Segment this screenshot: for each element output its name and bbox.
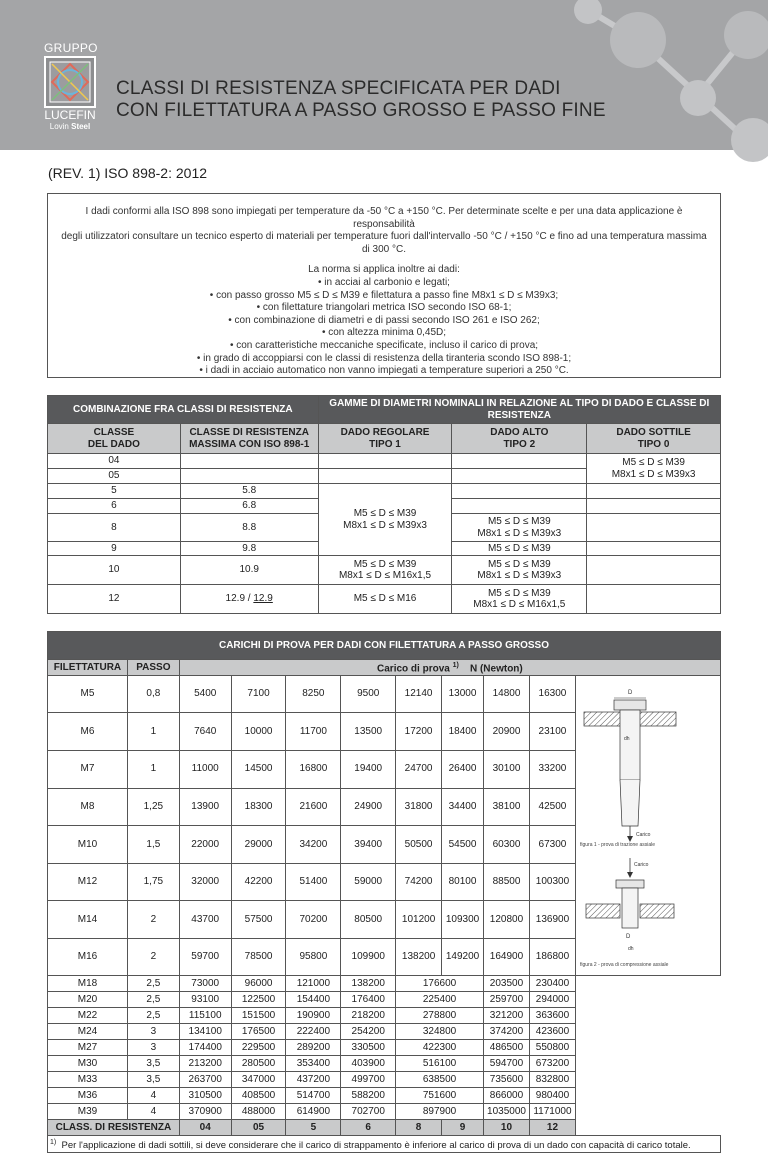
pitch-cell: 4 (127, 1088, 179, 1104)
load-cell: 230400 (529, 976, 575, 992)
load-cell: 13500 (341, 713, 396, 751)
max-class-underlined: 12.9 (253, 593, 273, 605)
pitch-cell: 2,5 (127, 992, 179, 1008)
load-cell: 42200 (231, 863, 286, 901)
pitch-cell: 3,5 (127, 1072, 179, 1088)
load-cell: 43700 (179, 901, 231, 939)
thread-cell: M7 (48, 750, 128, 788)
col-label: TIPO 2 (503, 438, 536, 450)
load-cell: 488000 (231, 1104, 286, 1120)
max-class-cell (180, 454, 318, 469)
intro-bullet-list (58, 277, 710, 378)
footnote-sup: 1) (50, 1139, 57, 1146)
load-cell: 95800 (286, 938, 341, 976)
load-cell: 134100 (179, 1024, 231, 1040)
class-cell: 9 (48, 542, 181, 556)
load-cell: 80100 (442, 863, 484, 901)
table-row (48, 1008, 721, 1024)
load-cell: 218200 (341, 1008, 396, 1024)
load-cell: 751600 (396, 1088, 484, 1104)
bullet-item: • con combinazione di diametri e di passi secondo ISO 261 e ISO 262; (228, 314, 540, 326)
pitch-cell: 1,75 (127, 863, 179, 901)
load-cell: 363600 (529, 1008, 575, 1024)
pitch-cell: 1 (127, 750, 179, 788)
load-cell: 109300 (442, 901, 484, 939)
pitch-cell: 1 (127, 713, 179, 751)
load-cell: 70200 (286, 901, 341, 939)
logo-bottom-text: LUCEFIN (44, 108, 96, 122)
foot-class: 5 (286, 1120, 341, 1136)
thread-cell: M8 (48, 788, 128, 826)
table1-col-max-class (180, 424, 318, 454)
load-cell: 9500 (341, 675, 396, 713)
load-cell: 109900 (341, 938, 396, 976)
regular-cell: M5 ≤ D ≤ M16 (318, 585, 452, 614)
load-cell: 176500 (231, 1024, 286, 1040)
logo-top-text: GRUPPO (44, 41, 98, 55)
logo-sub-text (44, 122, 96, 132)
load-cell: 7640 (179, 713, 231, 751)
load-cell: 67300 (529, 826, 575, 864)
load-cell: 23100 (529, 713, 575, 751)
thread-cell: M39 (48, 1104, 128, 1120)
class-cell: 5 (48, 484, 181, 499)
range-text: M5 ≤ D ≤ M39 (353, 558, 417, 570)
load-cell: 263700 (179, 1072, 231, 1088)
load-cell: 34400 (442, 788, 484, 826)
load-cell: 353400 (286, 1056, 341, 1072)
load-cell: 347000 (231, 1072, 286, 1088)
thread-cell: M22 (48, 1008, 128, 1024)
fig-load-label: Carico (636, 831, 651, 838)
thread-cell: M36 (48, 1088, 128, 1104)
load-cell: 5400 (179, 675, 231, 713)
pitch-cell: 1,5 (127, 826, 179, 864)
load-cell: 78500 (231, 938, 286, 976)
load-label: Carico di prova (377, 663, 450, 675)
high-cell (452, 469, 587, 484)
load-cell: 38100 (484, 788, 530, 826)
load-sup: 1) (452, 662, 459, 669)
load-cell: 138200 (396, 938, 442, 976)
thread-cell: M14 (48, 901, 128, 939)
load-cell: 408500 (231, 1088, 286, 1104)
load-cell: 11000 (179, 750, 231, 788)
high-cell (452, 499, 587, 514)
load-cell: 673200 (529, 1056, 575, 1072)
pitch-cell: 4 (127, 1104, 179, 1120)
regular-cell (318, 469, 452, 484)
load-cell: 499700 (341, 1072, 396, 1088)
table-row (48, 1104, 721, 1120)
table2-col-thread: FILETTATURA (48, 660, 128, 676)
load-cell: 13900 (179, 788, 231, 826)
pitch-cell: 2 (127, 901, 179, 939)
molecule-decoration (468, 0, 768, 150)
load-cell: 638500 (396, 1072, 484, 1088)
fig1-caption: figura 1 - prova di trazione assiale (580, 841, 656, 848)
regular-cell (318, 556, 452, 585)
load-cell: 29000 (231, 826, 286, 864)
load-cell: 486500 (484, 1040, 530, 1056)
table1-col-regular (318, 424, 452, 454)
footnote-text: Per l'applicazione di dadi sottili, si deve considerare che il carico di strappamento è inferiore al carico di prova di un dado con capacità di carico totale. (61, 1140, 691, 1152)
pitch-cell: 2,5 (127, 1008, 179, 1024)
bullet-item: • con passo grosso M5 ≤ D ≤ M39 e filettatura a passo fine M8x1 ≤ D ≤ M39x3; (209, 289, 559, 301)
bullet-item: • in acciai al carbonio e legati; (318, 276, 450, 288)
load-cell: 289200 (286, 1040, 341, 1056)
fig1-d-label: D (628, 689, 633, 696)
thread-cell: M24 (48, 1024, 128, 1040)
load-cell: 74200 (396, 863, 442, 901)
load-cell: 26400 (442, 750, 484, 788)
foot-class: 10 (484, 1120, 530, 1136)
load-unit: N (Newton) (469, 663, 523, 675)
load-cell: 897900 (396, 1104, 484, 1120)
load-cell: 516100 (396, 1056, 484, 1072)
max-class-cell (180, 585, 318, 614)
strength-class-combination-table (47, 395, 721, 614)
load-cell: 32000 (179, 863, 231, 901)
company-logo (44, 42, 96, 132)
max-class-cell: 10.9 (180, 556, 318, 585)
high-cell (452, 556, 587, 585)
regular-cell (318, 484, 452, 556)
load-cell: 50500 (396, 826, 442, 864)
fig2-load-label: Carico (634, 861, 649, 868)
load-cell: 80500 (341, 901, 396, 939)
high-cell (452, 514, 587, 542)
fig1-dh-label: dh (624, 735, 631, 742)
footnote (48, 1136, 721, 1153)
load-cell: 832800 (529, 1072, 575, 1088)
range-text: M8x1 ≤ D ≤ M39x3 (477, 570, 562, 581)
fig2-caption: figura 2 - prova di compressione assiale (580, 961, 669, 968)
thin-cell (587, 585, 721, 614)
load-cell: 149200 (442, 938, 484, 976)
load-cell: 19400 (341, 750, 396, 788)
col-label: CLASSE (93, 427, 135, 438)
load-cell: 151500 (231, 1008, 286, 1024)
table-row (48, 976, 721, 992)
pitch-cell: 2 (127, 938, 179, 976)
fig2-dh-label: dh (628, 945, 635, 952)
col-label: CLASSE DI RESISTENZA (189, 427, 309, 438)
load-cell: 60300 (484, 826, 530, 864)
thread-cell: M16 (48, 938, 128, 976)
intro-box (47, 193, 721, 378)
table-row (48, 992, 721, 1008)
class-cell: 8 (48, 514, 181, 542)
table-row (48, 1088, 721, 1104)
load-cell: 93100 (179, 992, 231, 1008)
thin-cell (587, 514, 721, 542)
load-cell: 136900 (529, 901, 575, 939)
load-cell: 12140 (396, 675, 442, 713)
load-cell: 17200 (396, 713, 442, 751)
load-cell: 423600 (529, 1024, 575, 1040)
load-cell: 735600 (484, 1072, 530, 1088)
logo-sub-b: Steel (71, 122, 91, 131)
intro-lead (58, 206, 710, 256)
max-class-cell: 6.8 (180, 499, 318, 514)
table1-col-class (48, 424, 181, 454)
table2-col-pitch: PASSO (127, 660, 179, 676)
load-cell: 278800 (396, 1008, 484, 1024)
thin-cell (587, 484, 721, 499)
title-line-2: CON FILETTATURA A PASSO GROSSO E PASSO FINE (116, 100, 606, 121)
table2-col-load (179, 660, 720, 676)
table-row (48, 1040, 721, 1056)
load-cell: 14800 (484, 675, 530, 713)
table-row (48, 1024, 721, 1040)
foot-label: CLASS. DI RESISTENZA (48, 1120, 180, 1136)
load-cell: 186800 (529, 938, 575, 976)
load-cell: 190900 (286, 1008, 341, 1024)
table-row (48, 1072, 721, 1088)
load-cell: 121000 (286, 976, 341, 992)
thread-cell: M30 (48, 1056, 128, 1072)
load-cell: 18400 (442, 713, 484, 751)
load-cell: 7100 (231, 675, 286, 713)
load-cell: 21600 (286, 788, 341, 826)
load-cell: 122500 (231, 992, 286, 1008)
load-cell: 229500 (231, 1040, 286, 1056)
thread-cell: M27 (48, 1040, 128, 1056)
load-cell: 294000 (529, 992, 575, 1008)
load-cell: 24700 (396, 750, 442, 788)
load-cell: 51400 (286, 863, 341, 901)
range-text: M5 ≤ D ≤ M39 (487, 558, 551, 570)
table2-title: CARICHI DI PROVA PER DADI CON FILETTATURA A PASSO GROSSO (48, 632, 721, 660)
table-row (48, 675, 721, 713)
max-class-cell: 8.8 (180, 514, 318, 542)
load-cell: 73000 (179, 976, 231, 992)
thin-cell (587, 499, 721, 514)
load-cell: 59700 (179, 938, 231, 976)
logo-sub-a: Lovin (49, 122, 69, 131)
load-cell: 374200 (484, 1024, 530, 1040)
load-cell: 100300 (529, 863, 575, 901)
load-cell: 176600 (396, 976, 484, 992)
load-cell: 176400 (341, 992, 396, 1008)
load-cell: 39400 (341, 826, 396, 864)
load-cell: 30100 (484, 750, 530, 788)
load-cell: 31800 (396, 788, 442, 826)
thread-cell: M6 (48, 713, 128, 751)
foot-class: 12 (529, 1120, 575, 1136)
load-cell: 22000 (179, 826, 231, 864)
load-cell: 154400 (286, 992, 341, 1008)
max-class-text: 12.9 (225, 593, 246, 605)
load-cell: 980400 (529, 1088, 575, 1104)
max-class-cell: 5.8 (180, 484, 318, 499)
foot-class: 05 (231, 1120, 286, 1136)
range-text: M8x1 ≤ D ≤ M39x3 (343, 519, 427, 531)
load-cell: 174400 (179, 1040, 231, 1056)
thin-cell (587, 556, 721, 585)
pitch-cell: 0,8 (127, 675, 179, 713)
load-cell: 88500 (484, 863, 530, 901)
load-cell: 14500 (231, 750, 286, 788)
load-cell: 34200 (286, 826, 341, 864)
foot-class: 8 (396, 1120, 442, 1136)
bullet-item: • i dadi in acciaio automatico non vanno impiegati a temperature superiori a 250 °C. (199, 365, 569, 377)
foot-class: 9 (442, 1120, 484, 1136)
load-cell: 259700 (484, 992, 530, 1008)
load-cell: 403900 (341, 1056, 396, 1072)
thread-cell: M12 (48, 863, 128, 901)
load-cell: 203500 (484, 976, 530, 992)
load-cell: 120800 (484, 901, 530, 939)
load-cell: 1171000 (529, 1104, 575, 1120)
load-cell: 115100 (179, 1008, 231, 1024)
pitch-cell: 3 (127, 1024, 179, 1040)
bullet-item: • con filettature triangolari metrica ISO secondo ISO 68-1; (256, 302, 512, 314)
foot-class: 04 (179, 1120, 231, 1136)
range-text: M5 ≤ D ≤ M39 (353, 508, 417, 519)
load-cell: 11700 (286, 713, 341, 751)
fig2-d-label: D (626, 933, 631, 940)
load-cell: 57500 (231, 901, 286, 939)
thread-cell: M18 (48, 976, 128, 992)
pitch-cell: 2,5 (127, 976, 179, 992)
pitch-cell: 1,25 (127, 788, 179, 826)
test-diagram-icon (576, 676, 719, 972)
class-cell: 04 (48, 454, 181, 469)
thread-cell: M10 (48, 826, 128, 864)
max-class-cell (180, 469, 318, 484)
thread-cell: M5 (48, 675, 128, 713)
load-cell: 138200 (341, 976, 396, 992)
load-cell: 59000 (341, 863, 396, 901)
class-cell: 12 (48, 585, 181, 614)
load-cell: 310500 (179, 1088, 231, 1104)
load-cell: 225400 (396, 992, 484, 1008)
high-cell: M5 ≤ D ≤ M39 (452, 542, 587, 556)
intro-scope: La norma si applica inoltre ai dadi: (308, 264, 460, 276)
logo-emblem-icon (44, 56, 96, 108)
pitch-cell: 3,5 (127, 1056, 179, 1072)
range-text: M5 ≤ D ≤ M39 (487, 587, 551, 599)
col-label: TIPO 0 (637, 438, 670, 450)
col-label: TIPO 1 (369, 438, 401, 450)
range-text: M8x1 ≤ D ≤ M16x1,5 (473, 599, 566, 610)
load-cell: 330500 (341, 1040, 396, 1056)
load-cell: 588200 (341, 1088, 396, 1104)
title-line-1: CLASSI DI RESISTENZA SPECIFICATA PER DADI (116, 78, 561, 99)
col-label: DADO ALTO (490, 427, 549, 438)
load-cell: 594700 (484, 1056, 530, 1072)
table-row (48, 1056, 721, 1072)
thread-cell: M33 (48, 1072, 128, 1088)
load-cell: 20900 (484, 713, 530, 751)
load-cell: 101200 (396, 901, 442, 939)
thin-cell (587, 542, 721, 556)
range-text: M8x1 ≤ D ≤ M39x3 (477, 527, 562, 539)
regular-cell (318, 454, 452, 469)
revision-label: (REV. 1) ISO 898-2: 2012 (48, 165, 208, 181)
range-text: M8x1 ≤ D ≤ M39x3 (611, 468, 696, 480)
thread-cell: M20 (48, 992, 128, 1008)
load-cell: 164900 (484, 938, 530, 976)
load-cell: 33200 (529, 750, 575, 788)
load-cell: 550800 (529, 1040, 575, 1056)
page-title (116, 78, 676, 122)
load-cell: 254200 (341, 1024, 396, 1040)
proof-load-table (47, 631, 721, 1153)
foot-class: 6 (341, 1120, 396, 1136)
max-class-separator: / (245, 593, 254, 605)
col-label: DEL DADO (87, 438, 140, 450)
load-cell: 1035000 (484, 1104, 530, 1120)
load-cell: 422300 (396, 1040, 484, 1056)
page-header (0, 0, 768, 150)
bullet-item: • in grado di accoppiarsi con le classi di resistenza della tiranteria scondo ISO 898-1; (196, 352, 572, 364)
load-cell: 16300 (529, 675, 575, 713)
range-text: M8x1 ≤ D ≤ M16x1,5 (338, 570, 432, 581)
bullet-item: • con altezza minima 0,45D; (321, 327, 447, 339)
load-cell: 54500 (442, 826, 484, 864)
load-cell: 16800 (286, 750, 341, 788)
load-cell: 96000 (231, 976, 286, 992)
load-cell: 324800 (396, 1024, 484, 1040)
table1-col-high (452, 424, 587, 454)
thin-cell (587, 454, 721, 484)
load-cell: 13000 (442, 675, 484, 713)
load-cell: 280500 (231, 1056, 286, 1072)
col-label: MASSIMA CON ISO 898-1 (189, 438, 310, 450)
load-cell: 18300 (231, 788, 286, 826)
range-text: M5 ≤ D ≤ M39 (622, 457, 685, 468)
high-cell (452, 454, 587, 469)
intro-lead-line-1: I dadi conformi alla ISO 898 sono impiegati per temperature da -50 °C a +150 °C. Per determinate scelte e per una data applicazione è responsabilità (85, 206, 683, 230)
max-class-cell: 9.8 (180, 542, 318, 556)
load-cell: 614900 (286, 1104, 341, 1120)
bullet-item: • con caratteristiche meccaniche specificate, incluso il carico di prova; (229, 339, 539, 351)
table1-head-right: GAMME DI DIAMETRI NOMINALI IN RELAZIONE AL TIPO DI DADO E CLASSE DI RESISTENZA (318, 396, 720, 424)
load-cell: 866000 (484, 1088, 530, 1104)
pitch-cell: 3 (127, 1040, 179, 1056)
load-cell: 370900 (179, 1104, 231, 1120)
load-cell: 8250 (286, 675, 341, 713)
load-cell: 24900 (341, 788, 396, 826)
intro-lead-line-2: degli utilizzatori consultare un tecnico esperto di materiali per temperature fuori dall'intervallo -50 °C / +150 °C e fino ad una temperatura massima di 300 °C. (61, 231, 707, 255)
class-cell: 10 (48, 556, 181, 585)
class-cell: 6 (48, 499, 181, 514)
test-figures (575, 675, 720, 976)
load-cell: 437200 (286, 1072, 341, 1088)
table1-head-left: COMBINAZIONE FRA CLASSI DI RESISTENZA (48, 396, 319, 424)
col-label: DADO REGOLARE (340, 427, 430, 438)
class-cell: 05 (48, 469, 181, 484)
range-text: M5 ≤ D ≤ M39 (487, 516, 551, 527)
high-cell (452, 484, 587, 499)
high-cell (452, 585, 587, 614)
load-cell: 514700 (286, 1088, 341, 1104)
load-cell: 702700 (341, 1104, 396, 1120)
load-cell: 10000 (231, 713, 286, 751)
table1-col-thin (587, 424, 721, 454)
load-cell: 222400 (286, 1024, 341, 1040)
col-label: DADO SOTTILE (616, 427, 691, 438)
load-cell: 42500 (529, 788, 575, 826)
load-cell: 213200 (179, 1056, 231, 1072)
load-cell: 321200 (484, 1008, 530, 1024)
